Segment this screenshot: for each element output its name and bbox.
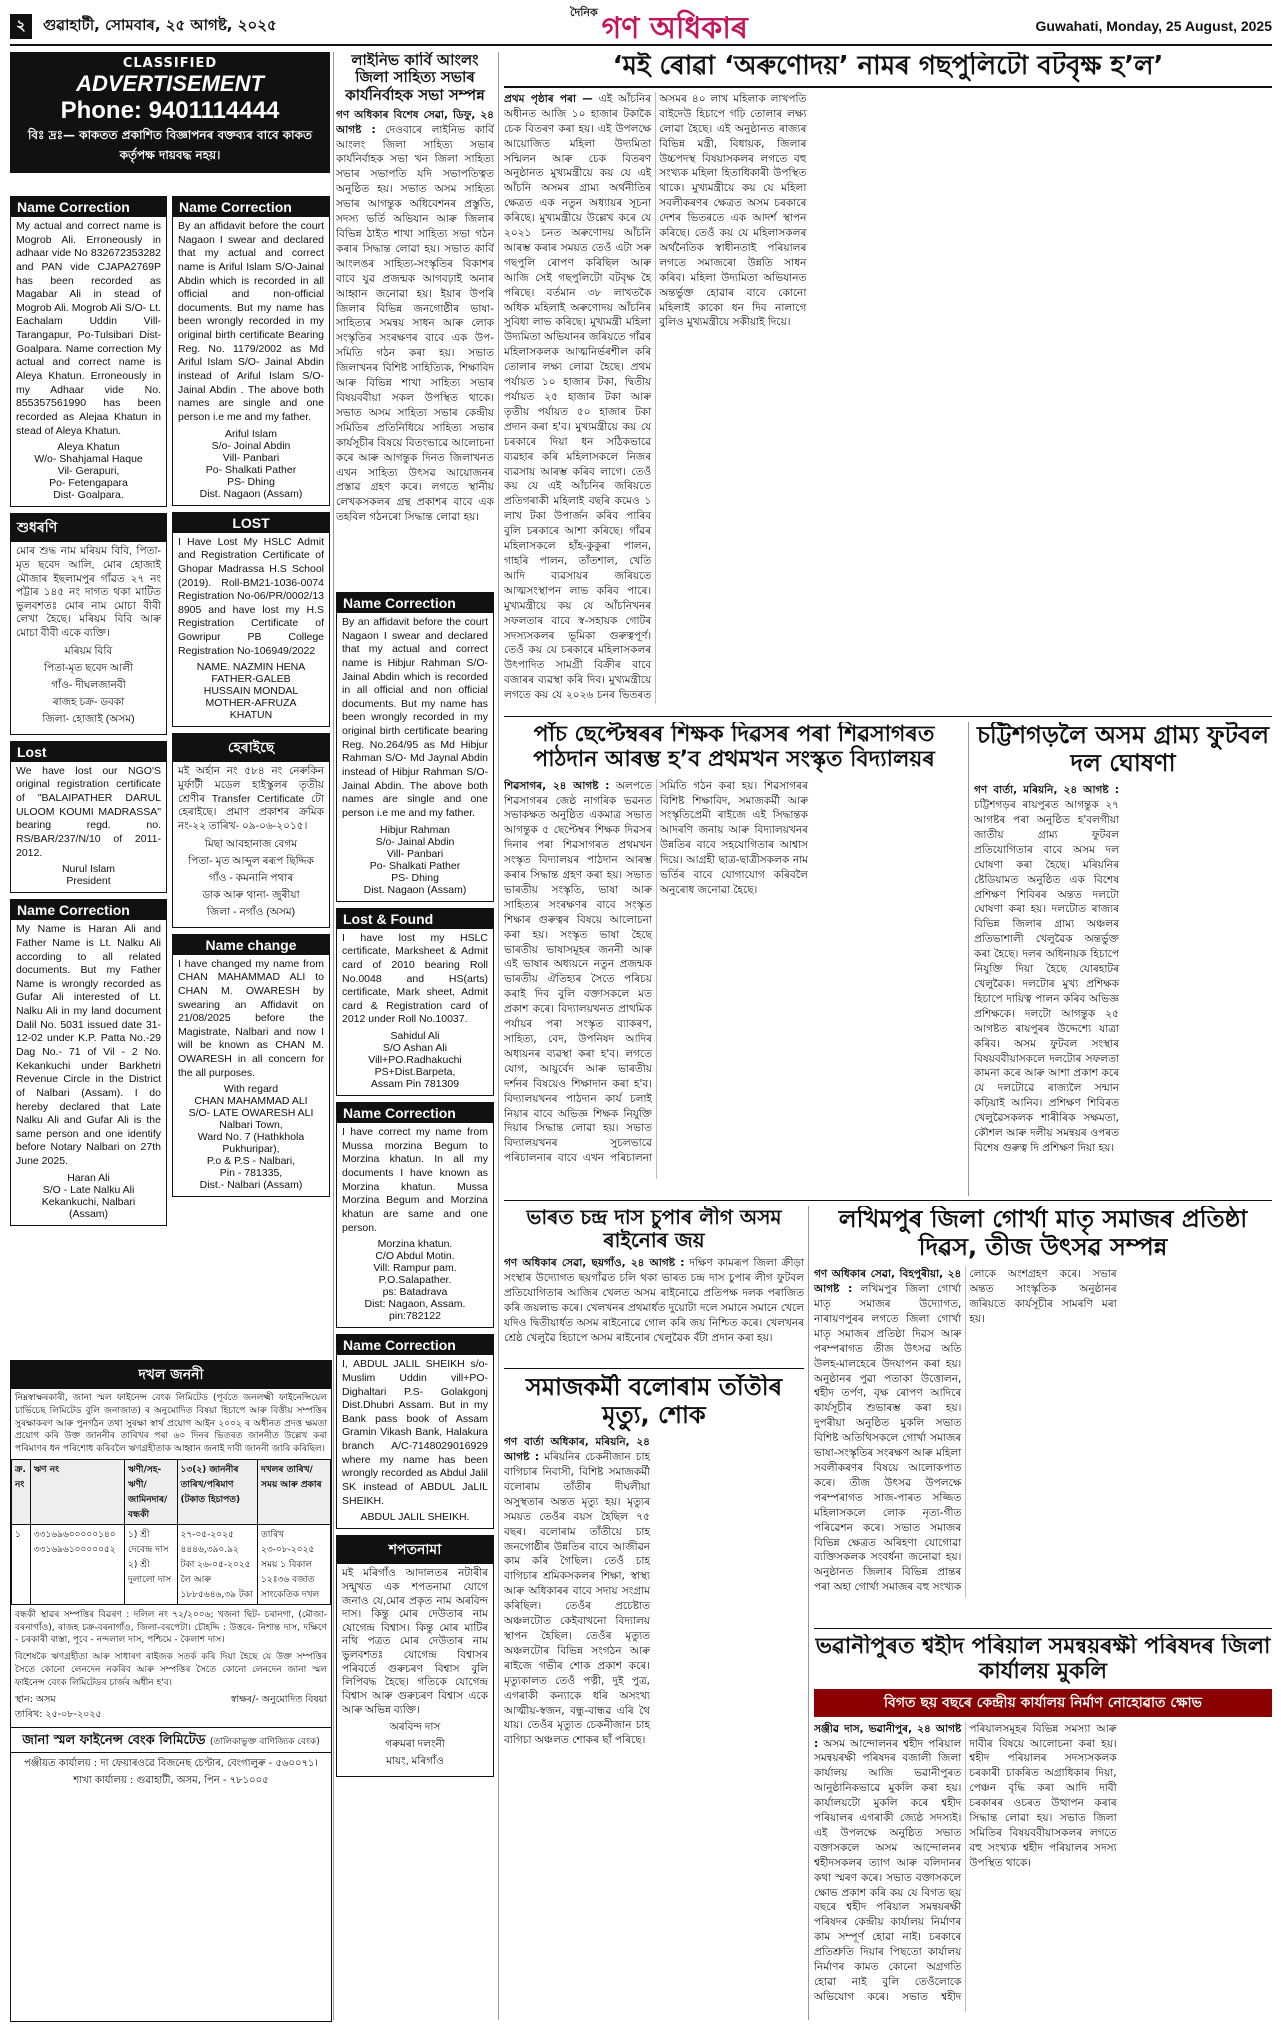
classified-ad: [336, 1535, 494, 1777]
column-divider: [808, 1206, 809, 2020]
ad-body: By an affidavit before the court Nagaon I swear and declared that my actual and correct name is Hibjur Rahman S/O- Jainal Abdin which is recorded in all official and non official documents. But my name has been wrongly recorded in my original birth certificate bearing Reg. No.264/95 as Md Hibjur Rahman S/O- Md Jaynal Abdin instead of Hibjur Rahman S/O- Jainal Abdin. The above both names are single and one person i.e me and my father.: [342, 616, 488, 819]
ad-body: I have lost my HSLC certificate, Marksheet & Admit card of 2010 bearing Roll No.0048 and HS(arts) certificate, Mark sheet, Admit card & Registration card of 2012 under Roll No.10037.: [342, 931, 488, 1026]
section-rule: [504, 716, 1272, 717]
ad-body: We have lost our NGO'S original registration certificate of "BALAIPATHER DARUL ULOOM KOUMI MADRASSA" bearing regd. no. RS/BAR/237/N/10 of 2011-2012.: [16, 764, 161, 859]
column-divider: [498, 52, 499, 2020]
obituary-story: [504, 1374, 804, 2020]
ad-title: Name change: [173, 935, 329, 955]
ad-body: By an affidavit before the court Nagaon I swear and declared that my actual and correct name is Ariful Islam S/O-Jainal Abdin which is recorded in all official and non-official documents. But my name has been wrongly recorded in my original birth certificate Bearing Reg. No. 1179/2002 as Md Ariful Islam S/O- Jainal Abdin instead of Ariful Islam S/O- Jainal Abdin . The above both names are single and one person i.e me and my father.: [178, 220, 324, 423]
classified-ad: [10, 196, 167, 507]
obituary-dateline: গণ বাৰ্তা অধিকাৰ, মৰিয়নি, ২৪ আগষ্ট :: [504, 1436, 650, 1464]
ad-title: শুধৰণি: [11, 514, 166, 542]
martyr-body: অসম আন্দোলনৰ শ্বহীদ পৰিয়াল সমন্বয়ৰক্ষী পৰিষদৰ বজালী জিলা কাৰ্যালয় আজি ভৱানীপুৰত আনুষ্ঠানিকভাৱে মুকলি কৰা হয়। কাৰ্যালয়টো মুকলি কৰে শ্বহীদ পৰিয়ালৰ এগৰাকী জ্যেষ্ঠ সদস্যই। এই উপলক্ষে অনুষ্ঠিত সভাত বক্তাসকলে অসম আন্দোলনৰ শ্বহীদসকলৰ ত্যাগ আৰু বলিদানৰ কথা স্মৰণ কৰে। সভাত বক্তাসকলে ক্ষোভ প্ৰকাশ কৰি কয় যে বিগত ছয় বছৰে শ্বহীদ পৰিয়াল সমন্বয়ৰক্ষী পৰিষদৰ কেন্দ্ৰীয় কাৰ্যালয় নিৰ্মাণৰ কাম সম্পূৰ্ণ হোৱা নাই। চৰকাৰে প্ৰতিশ্ৰুতি দিয়াৰ পিছতো কাৰ্যালয় নিৰ্মাণৰ কামত কোনো অগ্ৰগতি হোৱা নাই বুলি তেওঁলোকে অভিযোগ কৰে। সভাত শ্বহীদ পৰিয়ালসমূহৰ বিভিন্ন সমস্যা আৰু দাবীৰ বিষয়ে আলোচনা কৰা হয়। শ্বহীদ পৰিয়ালৰ সদস্যসকলক চৰকাৰী চাকৰিত অগ্ৰাধিকাৰ দিয়া, পেঞ্চন বৃদ্ধি কৰা আদি দাবী চৰকাৰৰ ওচৰত উত্থাপন কৰাৰ সিদ্ধান্ত লোৱা হয়। সভাত জিলা সমিতিৰ বিষয়ববীয়াসকলৰ লগতে বহু সংখ্যক শ্বহীদ পৰিয়ালৰ সদস্য উপস্থিত থাকে।: [814, 1722, 1117, 2003]
ad-title: Name Correction: [337, 593, 493, 613]
classified-ad: [172, 934, 330, 1198]
martyr-headline: ভৱানীপুৰত শ্বহীদ পৰিয়াল সমন্বয়ৰক্ষী পৰিষদৰ জিলা কাৰ্যালয় মুকলি: [815, 1634, 1271, 1685]
sanskrit-dateline: শিৱসাগৰ, ২৪ আগষ্ট :: [504, 779, 610, 792]
ad-signature: ABDUL JALIL SHEIKH.: [360, 1511, 470, 1524]
story-headline: লাইনিভ কাৰ্বি আংলং জিলা সাহিত্য সভাৰ কাৰ্যনিৰ্বাহক সভা সম্পন্ন: [345, 52, 485, 104]
ad-body: I Have Lost My HSLC Admit and Registration Certificate of Ghopar Madrassa H.S School (2019). Roll-BM21-1036-0074 Registration No-06/PR/0002/13 8905 and have lost my H.S Registration Certificate of Gowripur PB College Registration No-106949/2022: [178, 535, 324, 657]
column-divider: [968, 722, 969, 1196]
ad-signature: Ariful Islam S/o- Joinal Abdin Vill- Panbari Po- Shalkati Pather PS- Dhing Dist. Nagaon (Assam): [199, 427, 303, 500]
masthead-left: [10, 14, 277, 39]
martyr-dateline: সঞ্জীৱ দাস, ভৱানীপুৰ, ২৪ আগষ্ট :: [814, 1722, 962, 1750]
section-rule: [814, 1628, 1272, 1629]
ad-body: My actual and correct name is Mogrob Ali. Erroneously in adhaar vide No 832672353282 and PAN vide CJAPA2769P has been recorded as Magabar Ali in stead of Mogrob Ali. Mogrob Ali S/O- Lt. Eachalam Uddin Vill-Tarangapur, Po-Tulsibari Dist- Goalpara. Name correction My actual and correct name is Aleya Khatun. Erroneously in my Adhaar vide No. 855357561990 has been recorded as Alejaa Khatun in stead of Aleya Khatun.: [16, 220, 161, 437]
sanskrit-story: [504, 722, 964, 1196]
ad-signature: মিছা আবহানাজ বেগম পিতা- মৃত আব্দুল ৰৰূপ ছিদ্দিক গাঁও - কমনানি পথাৰ ডাক আৰু থানা- জুৰীয়া জিলা - নগাঁও (অসম): [188, 837, 314, 918]
masthead: [10, 4, 1272, 46]
ads-column-1: [10, 196, 167, 1352]
section-rule: [504, 1368, 804, 1369]
classified-ad: [172, 512, 330, 728]
ad-title: Lost: [11, 742, 166, 762]
lead-story: [504, 52, 1272, 712]
table-row: [12, 1524, 331, 1604]
classified-label: CLASSIFIED: [122, 56, 218, 71]
classified-ad: [336, 592, 494, 902]
table-cell: ১) শ্ৰী দেবেন্দ্ৰ দাস ২) শ্ৰী দুলালো দাস: [125, 1524, 177, 1604]
table-header-cell: ক্ৰ. নং: [12, 1459, 31, 1524]
classified-ad: [336, 1334, 494, 1529]
page-number: ২: [10, 14, 32, 39]
table-header-cell: ঋণ নং: [30, 1459, 124, 1524]
ad-signature: Morzina khatun. C/O Abdul Motin. Vill: Rampur pam. P.O.Salapather. ps: Batadrava Dist: Nagaon, Assam. pin:782122: [364, 1238, 466, 1323]
ad-body: My Name is Haran Ali and Father Name is Lt. Nalku Ali according to all related documents. But my Father Name is wrongly recorded as Gufar Ali interested of Lt. Nalku Ali in my land document Dalil No. 5031 issued date 31-12-02 under K.P. Patta No.-29 Dag No.- 71 of Vil - 2 No. Kekankuchi under Barkhetri Revenue Circle in the District of Nalbari (Assam). I do hereby declared that Late Nalku Ali and Gufar Ali is the same person and one identify before Notary Nalbari on 27th June 2025.: [16, 923, 161, 1168]
ad-signature: Aleya Khatun W/o- Shahjamal Haque Vil- Gerapuri, Po- Fetengapara Dist- Goalpara.: [34, 441, 143, 502]
lead-dateline: প্ৰথম পৃষ্ঠাৰ পৰা —: [504, 92, 593, 105]
section-rule: [504, 1200, 1272, 1201]
ad-title: Name Correction: [11, 900, 166, 920]
notice-property: বন্ধকী স্থাৱৰ সম্পত্তিৰ বিৱৰণ : দলিল নং ৭২/২০০৬; খজনা ছিট- চৰানগা, (মৌজা-বৰনাগাঁও), ৰাজহ চক্ৰ-বৰনাগাঁও, জিলা-বৰপেটা। চৌহদ্দি : উত্তৰে- নিশান্ত দাস, দক্ষিণে - চৰকাৰী ৰাস্তা, পূবে - নন্দলাল দাস, পশ্চিমে - কৈলাশ দাস।: [15, 1609, 327, 1646]
logo-small-text: দৈনিক: [570, 6, 598, 19]
league-headline: ভাৰত চন্দ্ৰ দাস চুপাৰ লীগ অসম ৰাইনোৰ জয়: [526, 1206, 782, 1252]
obituary-body: মৰিয়নিৰ চেকনীজান চাহ বাগিচাৰ নিবাসী, বিশিষ্ট সমাজকৰ্মী বলোৰাম তাঁতীৰ দীঘলীয়া অসুস্থতাৰ অন্তত মৃত্যু হয়। মৃত্যুৰ সময়ত তেওঁৰ বয়স হৈছিল ৭৫ বছৰ। বলোৰাম তাঁতীয়ে চাহ জনগোষ্ঠীৰ উন্নতিৰ বাবে আজীৱন কাম কৰি গৈছিল। তেওঁ চাহ বাগিচাৰ শ্ৰমিকসকলৰ শিক্ষা, স্বাস্থ্য আৰু অধিকাৰৰ বাবে সদায় সংগ্ৰাম কৰিছিল। তেওঁৰ প্ৰচেষ্টাত অঞ্চলটোত কেইবাখনো বিদ্যালয় স্থাপন হৈছিল। তেওঁৰ মৃত্যুত অঞ্চলটোৰ বিভিন্ন সংগঠন আৰু ৰাইজে গভীৰ শোক প্ৰকাশ কৰে। মৃত্যুকালত তেওঁ পত্নী, দুই পুত্ৰ, এগৰাকী কন্যাকে ধৰি অসংখ্য আত্মীয়-স্বজন, বন্ধু-বান্ধৱ এৰি থৈ যায়। তেওঁৰ মৃত্যুত চেকনীজান চাহ বাগিচা অঞ্চলত শোকৰ ছাঁ পৰিছে।: [504, 1451, 651, 1747]
bank-subtitle: (তালিকাভুক্ত বাণিজ্যিক বেংক): [209, 1737, 320, 1748]
gorkha-headline: লখিমপুৰ জিলা গোৰ্খা মাতৃ সমাজৰ প্ৰতিষ্ঠা দিৱস, তীজ উৎসৱ সম্পন্ন: [838, 1206, 1248, 1261]
ad-signature: NAME. NAZMIN HENA FATHER-GALEB HUSSAIN MONDAL MOTHER-AFRUZA KHATUN: [196, 661, 306, 722]
notice-intro: নিম্নস্বাক্ষৰকাৰী, জানা স্মল ফাইনেন্স বেংক লিমিটেড (পূৰ্বতে জনলক্ষ্মী ফাইনেন্সিয়েল চাৰ্ভিচেছ লিমিটেড বুলি জনাজাত) ৰ অনুমোদিত বিষয়া হিচাপে আৰু বিত্তীয় সম্পত্তিৰ সুৰক্ষাকৰণ আৰু পুনৰ্গঠন তথা সুৰক্ষা স্বাৰ্থ প্ৰয়োগ আইন ২০০২ ৰ অধীনত প্ৰদত্ত ক্ষমতা প্ৰয়োগ কৰি উক্ত জাননীৰ তাৰিখৰ পৰা ৬০ দিনৰ ভিতৰত জাননীত উল্লেখ কৰা পৰিমাণৰ ধন পৰিশোধ কৰিবলৈ ঋণগ্ৰহীতাক আহ্বান জনাই দাবী জাননী জাৰি কৰিছিল।: [15, 1393, 327, 1455]
classified-title: ADVERTISEMENT: [76, 71, 264, 96]
classified-ad: [336, 1102, 494, 1328]
martyr-subhead: বিগত ছয় বছৰে কেন্দ্ৰীয় কাৰ্যালয় নিৰ্মাণ নোহোৱাত ক্ষোভ: [814, 1689, 1272, 1717]
notice-warning: বিশেষকৈ ঋণগ্ৰহীতা আৰু সাধাৰণ ৰাইজক সতৰ্ক কৰি দিয়া হৈছে যে উক্ত সম্পত্তিৰ সৈতে কোনো লেনদেন নকৰিব আৰু সম্পত্তিৰ সৈতে কোনো লেনদেন জানা স্মল ফাইনেন্স বেংক লিমিটেডৰ চাৰ্জৰ অধীন হ'ব।: [15, 1652, 327, 1688]
ad-title: LOST: [173, 513, 329, 533]
ad-title: Lost & Found: [337, 909, 493, 929]
ad-title: শপতনামা: [337, 1536, 493, 1564]
ad-signature: Sahidul Ali S/O Ashan Ali Vill+PO.Radhakuchi PS+Dist.Barpeta, Assam Pin 781309: [368, 1030, 462, 1091]
story-body: দেওবাৰে লাইনিভ কাৰ্বি আংলং জিলা সাহিত্য সভাৰ কাৰ্যনিৰ্বাহক সভা খন জিলা সাহিত্য সভাৰ সভাপতি যদি সভাপতিত্বত অনুষ্ঠিত হয়। সভাত অসম সাহিত্য সভাৰ আগন্তুক অধিবেশনৰ প্ৰস্তুতি, সদস্য ভৰ্তি অভিযান আৰু জিলাৰ বিভিন্ন ঠাইত শাখা সাহিত্য সভা গঠন কৰাৰ সিদ্ধান্ত লোৱা হয়। সভাত কাৰ্বি আংলঙৰ সাহিত্য-সংস্কৃতিৰ বিকাশৰ বাবে যুৱ প্ৰজন্মক আগবঢ়াই অনাৰ আহ্বান জনোৱা হয়। ইয়াৰ উপৰি জিলাৰ বিভিন্ন জনগোষ্ঠীৰ ভাষা-সাহিত্যৰ সমন্বয় সাধন আৰু লোক সংস্কৃতিৰ সংৰক্ষণৰ বাবে এক উপ-সমিতি গঠন কৰা হয়। সভাত জিলাখনৰ বিশিষ্ট সাহিত্যিক, শিক্ষাবিদ আৰু বিভিন্ন শাখা সাহিত্য সভাৰ বিষয়ববীয়া সকল উপস্থিত থাকে। সভাত অসম সাহিত্য সভাৰ কেন্দ্ৰীয় সমিতিৰ প্ৰতিনিধিয়ে সাহিত্য সভাৰ কাৰ্যসূচীৰ বিষয়ে বিতংভাৱে আলোচনা কৰে আৰু আগন্তুক দিনত জিলাখনত এখন সাহিত্য উৎসৱ আয়োজনৰ প্ৰস্তাৱ গ্ৰহণ কৰে। লগতে স্থানীয় লেখকসকলৰ গ্ৰন্থ প্ৰকাশৰ বাবে এক তহবিল গঠনৰো সিদ্ধান্ত লোৱা হয়।: [336, 123, 494, 524]
football-dateline: গণ বাৰ্তা, মৰিয়নি, ২৪ আগষ্ট :: [974, 784, 1119, 797]
ad-body: মোৰ শুদ্ধ নাম মৰিয়ম বিবি, পিতা- মৃত ছবেদ আলি, মোৰ হোজাই মৌজাৰ ইছলামপুৰ গাঁৱত ২৭ নং পট্টাৰ ১৪৫ নং দাগত থকা মাটিত ভুলবশতঃ মোৰ নাম মোচা বীবী লেখা হৈছে। মৰিয়ম বিবি আৰু মোচা বীবী একে ব্যক্তি।: [16, 545, 161, 640]
table-cell: ২৭-০৫-২০২৫ ৪৪৪৬,৩৯০.৯২ টকা ২৬-০৫-২০২৫ লৈ আৰু ১৮৮৫৬৪৬,৩৯ টকা: [177, 1524, 258, 1604]
column-divider: [333, 52, 334, 2020]
notice-authorized: স্বাক্ষৰ/- অনুমোদিত বিষয়া: [230, 1694, 327, 1706]
table-cell: ১: [12, 1524, 31, 1604]
football-story: [974, 722, 1272, 1196]
classified-disclaimer: বিঃ দ্ৰঃ— কাকতত প্ৰকাশিত বিজ্ঞাপনৰ বক্তব্যৰ বাবে কাকত কৰ্তৃপক্ষ দায়বদ্ধ নহয়।: [27, 128, 313, 162]
lead-body: এই আঁচনিৰ অধীনত আজি ১০ হাজাৰ টকাকৈ চেক বিতৰণ কৰা হয়। এই উপলক্ষে আয়োজিত মহিলা উদ্যমিতা সন্মিলন আৰু চেক বিতৰণ অনুষ্ঠানত মুখ্যমন্ত্ৰীয়ে কয় যে এই আঁচনি অসমৰ গ্ৰাম্য অৰ্থনীতিৰ ক্ষেত্ৰত এক নতুন অধ্যায়ৰ সূচনা কৰিছে। মুখ্যমন্ত্ৰীয়ে উল্লেখ কৰে যে ২০২১ চনত অৰুণোদয় আঁচনি আৰম্ভ কৰাৰ সময়ত তেওঁ এটা সৰু গছপুলি ৰোপণ কৰিছিল আৰু আজি সেই গছপুলিটো বটবৃক্ষ হৈ পৰিছে। বৰ্তমান ৩৮ লাখতকৈ অধিক মহিলাই অৰুণোদয় আঁচনিৰ সুবিধা লাভ কৰিছে। মুখ্যমন্ত্ৰী মহিলা উদ্যমিতা অভিযানৰ জৰিয়তে গাঁৱৰ মহিলাসকলক আত্মনিৰ্ভৰশীল কৰি তোলাৰ লক্ষ্য লোৱা হৈছে। প্ৰথম পৰ্যায়ত ১০ হাজাৰ টকা, দ্বিতীয় পৰ্যায়ত ২৫ হাজাৰ টকা আৰু তৃতীয় পৰ্যায়ত ৫০ হাজাৰ টকা প্ৰদান কৰা হ'ব। মুখ্যমন্ত্ৰীয়ে কয় যে চৰকাৰে দিয়া ধন সঠিকভাৱে ব্যৱহাৰ কৰি মহিলাসকলে নিজৰ ব্যৱসায় আৰম্ভ কৰিব লাগে। তেওঁ কয় যে এই আঁচনিৰ জৰিয়তে প্ৰতিগৰাকী মহিলাই বছৰি কমেও ১ লাখ টকা উপাৰ্জন কৰিব পাৰিব বুলি চৰকাৰে আশা কৰিছে। গাঁৱৰ মহিলাসকলে হাঁহ-কুকুৰা পালন, গাহৰি পালন, তাঁতশাল, খেতি আদি ব্যৱসায়ৰ জৰিয়তে আত্মসংস্থাপন লাভ কৰিব পাৰে। মুখ্যমন্ত্ৰীয়ে কয় যে আঁচনিখনৰ সফলতাৰ বাবে স্ব-সহায়ক গোটৰ সদস্যসকলৰ ভূমিকা গুৰুত্বপূৰ্ণ। তেওঁ কয় যে চৰকাৰে মহিলাসকলৰ উৎপাদিত সামগ্ৰী বিক্ৰীৰ বাবে বজাৰৰ ব্যৱস্থা কৰি দিব। মুখ্যমন্ত্ৰীয়ে লগতে কয় যে ২০২৬ চনৰ ভিতৰত অসমৰ ৪০ লাখ মহিলাক লাখপতি বাইদেউ হিচাপে গঢ়ি তোলাৰ লক্ষ্য লোৱা হৈছে। এই অনুষ্ঠানত ৰাজ্যৰ বিভিন্ন মন্ত্ৰী, বিধায়ক, জিলাৰ উচ্চপদস্থ বিষয়াসকলৰ লগতে বহু সংখ্যক মহিলা হিতাধিকাৰী উপস্থিত থাকে। মুখ্যমন্ত্ৰীয়ে কয় যে মহিলা সবলীকৰণৰ ক্ষেত্ৰত অসম চৰকাৰে দেশৰ ভিতৰতে এক আদৰ্শ স্থাপন কৰিছে। তেওঁ কয় যে মহিলাসকলৰ অৰ্থনৈতিক স্বাধীনতাই পৰিয়ালৰ লগতে সমাজৰো উন্নতি সাধন কৰিব। মহিলা উদ্যমিতা অভিযানত অন্তৰ্ভুক্ত হোৱাৰ বাবে কোনো মহিলাই কাকো ধন দিব নালাগে বুলিও মুখ্যমন্ত্ৰীয়ে সকীয়াই দিয়ে।: [504, 92, 807, 702]
martyr-story: [814, 1634, 1272, 2020]
table-cell: তাৰিখ ২৩-০৮-২০২৫ সময় ১ বিকাল ১২ঃ৩৬ বজাত সাংকেতিক দখল: [258, 1524, 331, 1604]
ad-body: মই অৰ্হান নং ৫৮৪ নং নেৰুকিন মুৰ্ফাটী মডেল হাইস্কুলৰ তৃতীয় শ্ৰেণীৰ Transfer Certificate টো হেৰাইছে। প্ৰমাণ প্ৰকাশৰ ক্ৰমিক নং-২২ তাৰিখ- ০৯-০৬-২০১৫।: [178, 765, 324, 832]
table-header-cell: ১৩(২) জাননীৰ তাৰিখ/পৰিমাণ (টকাত হিচাপত): [177, 1459, 258, 1524]
classified-ad: [10, 741, 167, 893]
ad-body: I have correct my name from Mussa morzina Begum to Morzina khatun. In all my documents I have known as Morzina khatun. Mussa Morzina Begum and Morzina khatun are same and one person.: [342, 1126, 488, 1234]
ad-body: মই মৰিগাঁও আদালতৰ নটাৰীৰ সন্মুখত এক শপতনামা যোগে জনাও যে,মোৰ প্ৰকৃত নাম অৰবিন্দ দাস। কিন্তু মোৰ দেউতাৰ নাম যোগেন্দ্ৰ বিশ্বাস। কিন্তু মোৰ মাটিৰ নথি পত্ৰত মোৰ দেউতাৰ নাম ভুলবশতঃ যোগেন্দ্ৰ বিশ্বাসৰ পৰিবৰ্তে গুৰুচৰণ বিশ্বাস বুলি লিপিবদ্ধ হৈছে। গতিকে যোগেন্দ্ৰ বিশ্বাস আৰু গুৰুচৰণ বিশ্বাস একে আৰু অভিন্ন ব্যক্তি।: [342, 1567, 488, 1716]
classified-phone: Phone: 9401114444: [60, 97, 280, 124]
sanskrit-headline: পাঁচ ছেপ্টেম্বৰৰ শিক্ষক দিৱসৰ পৰা শিৱসাগৰত পাঠদান আৰম্ভ হ’ব প্ৰথমখন সংস্কৃত বিদ্যালয়ৰ: [533, 722, 935, 773]
ads-column-3: [336, 592, 494, 2032]
ad-body: I, ABDUL JALIL SHEIKH s/o- Muslim Uddin vill+PO-Dighaltari P.S- Golakgonj Dist.Dhubri Assam. But in my Bank pass book of Assam Gramin Vikash Bank, Halakura branch A/C-7148029016929 where my name has been wrongly recorded as Abdul Jalil SK instead of ABDUL JaLIL SHEIKH.: [342, 1358, 488, 1507]
lead-headline: ‘মই ৰোৱা ‘অৰুণোদয়’ নামৰ গছপুলিটো বটবৃক্ষ হ’ল’: [504, 52, 1272, 88]
classified-ad: [172, 196, 330, 506]
football-headline: চট্টিশগড়লৈ অসম গ্ৰাম্য ফুটবল দল ঘোষণা: [976, 722, 1270, 777]
sanskrit-body: অলপতে শিৱসাগৰৰ জেষ্ঠ নাগৰিক ভৱনত সভাকক্ষত অনুষ্ঠিত একমাত্ৰ সভাত আগন্তুক ৫ ছেপ্টেম্বৰ শিক্ষক দিৱসৰ দিনাৰ পৰা শিৱসাগৰত প্ৰথমখন সংস্কৃত বিদ্যালয়ৰ পাঠদান আৰম্ভ কৰাৰ সিদ্ধান্ত গ্ৰহণ কৰা হয়। সভাত ভাৰতীয় সংস্কৃতি, ভাষা আৰু সাহিত্যৰ সংৰক্ষণৰ বাবে সংস্কৃত শিক্ষাৰ গুৰুত্বৰ বিষয়ে আলোচনা কৰা হয়। সংস্কৃত ভাষা হৈছে ভাৰতীয় ভাষাসমূহৰ জননী আৰু এই ভাষাৰ অধ্যয়নে নতুন প্ৰজন্মক ভাৰতীয় ঐতিহ্যৰ সৈতে পৰিচয় কৰাই দিব বুলি বক্তাসকলে মত প্ৰকাশ কৰে। বিদ্যালয়খনত প্ৰাথমিক পৰ্যায়ৰ পৰা সংস্কৃত ব্যাকৰণ, সাহিত্য, বেদ, উপনিষদ আদিৰ অধ্যয়নৰ ব্যৱস্থা কৰা হ'ব। লগতে যোগ, আয়ুৰ্বেদ আৰু ভাৰতীয় দৰ্শনৰ বিষয়েও শিক্ষাদান কৰা হ'ব। বিদ্যালয়খনৰ পাঠদান কাৰ্য চলাই নিয়াৰ বাবে অভিজ্ঞ শিক্ষক নিযুক্তি দিয়াৰ সিদ্ধান্ত লোৱা হয়। সভাত বিদ্যালয়খনৰ সুচলভাৱে পৰিচালনাৰ বাবে এখন পৰিচালনা সমিতি গঠন কৰা হয়। শিৱসাগৰৰ বিশিষ্ট শিক্ষাবিদ, সমাজকৰ্মী আৰু সংস্কৃতিপ্ৰেমী ৰাইজে এই সিদ্ধান্তক আদৰণি জনায় আৰু বিদ্যালয়খনৰ উন্নতিৰ বাবে সহযোগিতাৰ আশ্বাস দিয়ে। আগ্ৰহী ছাত্ৰ-ছাত্ৰীসকলক নাম ভৰ্তিৰ বাবে যোগাযোগ কৰিবলৈ অনুৰোধ জনোৱা হৈছে।: [504, 779, 808, 1165]
table-cell: ৩৩১৬৯৬০০০০০১৪০ ৩৩১৬৯৬১০০০০০৫২: [30, 1524, 124, 1604]
ad-signature: অৰবিন্দ দাস গৰুমৰা দলংনী মায়ং, মৰিগাঁও: [385, 1721, 445, 1768]
notice-place: স্থান: অসম: [15, 1694, 56, 1706]
logo-main-text: গণ অধিকাৰ: [601, 11, 748, 46]
ads-column-2: [172, 196, 330, 1352]
notice-title: দখল জননী: [11, 1361, 331, 1389]
classified-ad: [172, 733, 330, 927]
bank-name-text: জানা স্মল ফাইনেন্স বেংক লিমিটেড: [22, 1733, 206, 1749]
masthead-date-english: Guwahati, Monday, 25 August, 2025: [1035, 18, 1272, 34]
notice-table: [11, 1459, 331, 1605]
possession-notice: [10, 1360, 332, 2022]
obituary-headline: সমাজকৰ্মী বলোৰাম তাঁতীৰ মৃত্যু, শোক: [525, 1374, 783, 1429]
classified-ad: [10, 513, 167, 734]
gorkha-story: [814, 1206, 1272, 1624]
ad-title: Name Correction: [11, 197, 166, 217]
league-body: দক্ষিণ কামৰূপ জিলা ক্ৰীড়া সংস্থাৰ উদ্যোগত ছয়গাঁৱত চলি থকা ভাৰত চন্দ্ৰ দাস চুপাৰ লীগ ফুটবল প্ৰতিযোগিতাৰ আজিৰ খেলত অসম ৰাইনোৱে প্ৰতিপক্ষ দলক পৰাজিত কৰি জয়লাভ কৰে। খেলখনৰ প্ৰথমাৰ্ধত দুয়োটা দলে সমানে সমানে খেলে যদিও দ্বিতীয়াৰ্ধত অসম ৰাইনোৱে গোল কৰি জয় নিশ্চিত কৰে। খেলখনৰ শ্ৰেষ্ঠ খেলুৱৈ হিচাপে অসম ৰাইনোৰ খেলুৱৈক বঁটা প্ৰদান কৰা হয়।: [504, 1257, 804, 1344]
notice-sign-row: [15, 1693, 327, 1723]
table-header-cell: ঋণী/সহ-ঋণী/জামিনদাৰ/বন্ধকী: [125, 1459, 177, 1524]
notice-date: তাৰিখ: ২৫-০৮-২০২৫: [15, 1709, 102, 1721]
ad-title: Name Correction: [173, 197, 329, 217]
ad-signature: Hibjur Rahman S/o- Jainal Abdin Vill- Panbari Po- Shalkati Pather PS- Dhing Dist. Nagaon (Assam): [363, 823, 467, 896]
ad-title: Name Correction: [337, 1335, 493, 1355]
table-header-cell: দখলৰ তাৰিখ/সময় আৰু প্ৰকাৰ: [258, 1459, 331, 1524]
bank-name: [11, 1727, 331, 1752]
ad-signature: With regard CHAN MAHAMMAD ALI S/O- LATE OWARESH ALI Nalbari Town, Ward No. 7 (Hathkhola Pukhuripar), P.o & P.S - Nalbari, Pin - 781335, Dist.- Nalbari (Assam): [188, 1083, 314, 1192]
story-dateline: গণ অধিকাৰ বিশেষ সেৱা, ডিফু, ২৪ আগষ্ট :: [336, 108, 494, 136]
ad-body: I have changed my name from CHAN MAHAMMAD ALI to CHAN M. OWARESH by swearing an Affidavit on 21/08/2025 before the Magistrate, Nalbari and now I will be known as CHAN M. OWARESH in all concern for the all purposes.: [178, 957, 324, 1079]
ad-title: হেৰাইছে: [173, 734, 329, 762]
football-body: চট্টিশগড়ৰ ৰায়পুৰত আগন্তুক ২৭ আগষ্টৰ পৰা অনুষ্ঠিত হ'বলগীয়া জাতীয় গ্ৰাম্য ফুটবল প্ৰতিযোগিতাৰ বাবে অসম দল ঘোষণা কৰা হৈছে। মৰিয়নিৰ ষ্টেডিয়ামত অনুষ্ঠিত এক বিশেষ প্ৰশিক্ষণ শিবিৰৰ অন্তত দলটো ঘোষণা কৰা হয়। দলটোত ৰাজ্যৰ বিভিন্ন জিলাৰ গ্ৰাম্য অঞ্চলৰ প্ৰতিভাশালী খেলুৱৈক অন্তৰ্ভুক্ত কৰা হৈছে। দলৰ অধিনায়ক হিচাপে নিযুক্তি দিয়া হৈছে যোৰহাটৰ খেলুৱৈক। দলটোৰ মুখ্য প্ৰশিক্ষক হিচাপে দায়িত্ব পালন কৰিব অভিজ্ঞ প্ৰশিক্ষকে। দলটো আগন্তুক ২৫ আগষ্টত ৰায়পুৰৰ উদ্দেশ্যে যাত্ৰা কৰিব। অসম ফুটবল সংস্থাৰ বিষয়ববীয়াসকলে দলটোৰ সফলতা কামনা কৰে আৰু আশা প্ৰকাশ কৰে যে দলটোৱে ৰাজ্যলৈ সন্মান কঢ়িয়াই আনিব। প্ৰশিক্ষণ শিবিৰত খেলুৱৈসকলক শাৰীৰিক সক্ষমতা, কৌশল আৰু দলীয় সমন্বয়ৰ ওপৰত বিশেষ গুৰুত্ব দি প্ৰশিক্ষণ দিয়া হয়।: [974, 799, 1119, 1154]
notice-table-header: [12, 1459, 331, 1524]
classified-ad: [336, 908, 494, 1096]
ad-signature: Nurul Islam President: [61, 863, 116, 888]
newspaper-logo: [570, 4, 748, 55]
gorkha-body: লখিমপুৰ জিলা গোৰ্খা মাতৃ সমাজৰ উদ্যোগত, নাৰায়ণপুৰৰ লগতে জিলা গোৰ্খা মাতৃ সমাজৰ প্ৰতিষ্ঠা দিৱস আৰু পৰম্পৰাগত তীজ উৎসৱ অতি উলহ-মালহেৰে উদযাপন কৰা হয়। অনুষ্ঠানৰ পুৱা পতাকা উত্তোলন, শ্বহীদ তৰ্পণ, বৃক্ষ ৰোপণ আদিৰে কাৰ্যসূচীৰ শুভাৰম্ভ কৰা হয়। দুপৰীয়া অনুষ্ঠিত মুকলি সভাত বিশিষ্ট অতিথিসকলে গোৰ্খা সমাজৰ ভাষা-সংস্কৃতিৰ সংৰক্ষণ আৰু মহিলা সবলীকৰণৰ বিষয়ে আলোকপাত কৰে। তীজ উৎসৱ উপলক্ষে পৰম্পৰাগত সাজ-পাৰত সজ্জিত মহিলাসকলে লোক নৃত্য-গীত পৰিৱেশন কৰে। সভাত সমাজৰ বিভিন্ন ক্ষেত্ৰত অৰিহণা যোগোৱা ব্যক্তিসকলক সংবৰ্ধনা জনোৱা হয়। অনুষ্ঠানত জিলাৰ বিভিন্ন প্ৰান্তৰ পৰা অহা গোৰ্খা সমাজৰ বহু সংখ্যক লোকে অংশগ্ৰহণ কৰে। সভাৰ অন্তত সাংস্কৃতিক অনুষ্ঠানৰ জৰিয়তে কাৰ্যসূচীৰ সামৰণি মৰা হয়।: [814, 1268, 1117, 1594]
classified-banner: [10, 52, 330, 173]
ad-signature: Haran Ali S/O - Late Nalku Ali Kekankuchi, Nalbari (Assam): [41, 1171, 136, 1220]
masthead-date-assamese: গুৱাহাটী, সোমবাৰ, ২৫ আগষ্ট, ২০২৫: [43, 16, 277, 34]
center-story: [336, 52, 494, 584]
ad-title: Name Correction: [337, 1103, 493, 1123]
league-story: [504, 1206, 804, 1364]
ad-signature: মৰিয়ম বিবি পিতা-মৃত ছবেদ আলী গাঁও- দীঘলজানবী ৰাজহ চক্ৰ- ডবকা জিলা- হোজাই (অসম): [42, 644, 135, 725]
classified-ad: [10, 899, 167, 1226]
league-dateline: গণ অধিকাৰ সেৱা, ছয়গাঁও, ২৪ আগষ্ট :: [504, 1257, 685, 1269]
gorkha-dateline: গণ অধিকাৰ সেৱা, বিহপুৰীয়া, ২৪ আগষ্ট :: [814, 1268, 962, 1296]
bank-office: পঞ্জীয়ত কাৰ্যালয় : দা ফেয়াৰওৱে বিজনেছ চেণ্টাৰ, বেংগালুৰু - ৫৬০০৭১। শাখা কাৰ্যালয় : গুৱাহাটী, অসম, পিন - ৭৮১০০৫: [11, 1752, 331, 1793]
